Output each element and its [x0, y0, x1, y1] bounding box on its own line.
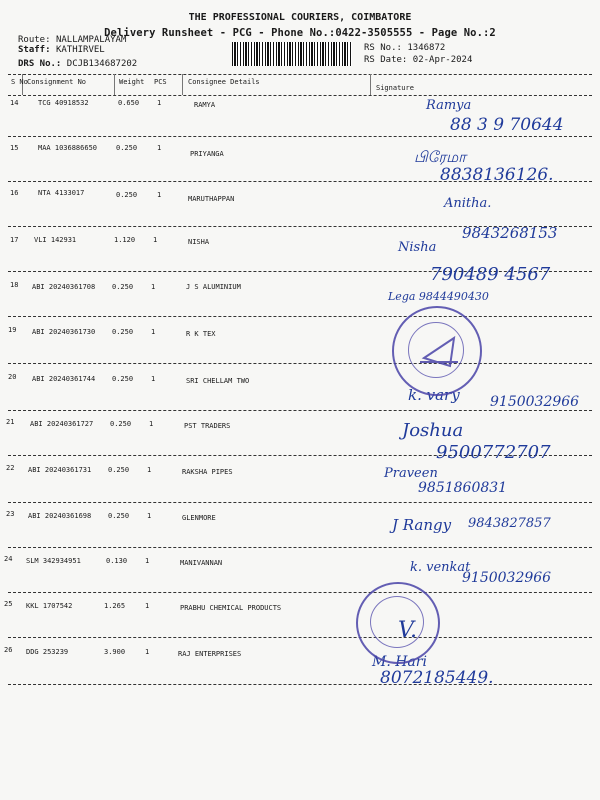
row-sno: 22 [6, 464, 15, 472]
signature-phone: 790489 4567 [430, 264, 551, 285]
table-top-rule [8, 74, 592, 75]
row-weight: 0.250 [116, 144, 138, 152]
row-sno: 19 [8, 326, 17, 334]
row-sno: 25 [4, 600, 13, 608]
row-consignment: SLM 342934951 [26, 557, 81, 565]
row-consignee: PRABHU CHEMICAL PRODUCTS [180, 604, 282, 612]
row-consignee: SRI CHELLAM TWO [186, 377, 250, 385]
row-pcs: 1 [147, 466, 152, 474]
signature: k. venkat [410, 560, 471, 575]
signature: Joshua [402, 420, 464, 441]
row-consignment: ABI 20240361727 [30, 420, 94, 428]
rs-no-label: RS No.: [364, 43, 402, 53]
row-consignment: NTA 4133017 [38, 189, 85, 197]
signature: k. vary [408, 386, 460, 404]
row-sno: 26 [4, 646, 13, 654]
row-divider [8, 363, 592, 364]
company-seal-stamp [392, 306, 482, 396]
rs-no-line [364, 43, 445, 53]
signature-phone: 9843268153 [462, 224, 558, 242]
row-consignment: ABI 20240361744 [32, 375, 96, 383]
signature: பிரேமா [414, 148, 466, 166]
route-label: Route: [18, 35, 51, 45]
row-weight: 3.900 [104, 648, 126, 656]
signature: Lega 9844490430 [388, 290, 489, 303]
col-header-weight: Weight [119, 78, 145, 86]
col-divider [370, 74, 371, 95]
row-consignment: VLI 142931 [34, 236, 77, 244]
row-weight: 0.250 [108, 466, 130, 474]
coimbatore-stamp-inner-ring [370, 596, 424, 648]
signature: V. [398, 618, 418, 643]
row-weight: 0.250 [112, 328, 134, 336]
col-header-sno: S No [11, 78, 28, 86]
rs-date-value: 02-Apr-2024 [412, 55, 473, 65]
row-pcs: 1 [151, 375, 156, 383]
row-consignee: PST TRADERS [184, 422, 231, 430]
col-divider [114, 74, 115, 95]
row-pcs: 1 [157, 144, 162, 152]
route-value: NALLAMPALAYAM [55, 35, 127, 45]
row-weight: 1.265 [104, 602, 126, 610]
row-pcs: 1 [153, 236, 158, 244]
row-pcs: 1 [151, 328, 156, 336]
company-title: THE PROFESSIONAL COURIERS, COIMBATORE [188, 12, 412, 23]
runsheet-title: Delivery Runsheet - PCG - Phone No.:0422-3505555 - Page No.:2 [104, 27, 496, 39]
row-consignment: ABI 20240361730 [32, 328, 96, 336]
signature-phone: 9851860831 [418, 480, 508, 496]
col-header-consignee: Consignee Details [188, 78, 260, 86]
row-divider [8, 592, 592, 593]
row-consignee: J S ALUMINIUM [186, 283, 241, 291]
row-consignment: MAA 1036886650 [38, 144, 98, 152]
row-divider [8, 547, 592, 548]
row-divider [8, 316, 592, 317]
staff-value: KATHIRVEL [55, 45, 105, 55]
row-sno: 17 [10, 236, 19, 244]
row-weight: 0.250 [108, 512, 130, 520]
row-pcs: 1 [145, 602, 150, 610]
barcode [232, 42, 352, 66]
row-pcs: 1 [157, 99, 162, 107]
route-line [18, 35, 126, 45]
row-sno: 24 [4, 555, 13, 563]
company-seal-logo-icon [394, 308, 480, 394]
row-consignment: TCG 40918532 [38, 99, 89, 107]
row-consignment: KKL 1707542 [26, 602, 73, 610]
col-header-pcs: PCS [154, 78, 167, 86]
row-sno: 14 [10, 99, 19, 107]
row-consignee: NISHA [188, 238, 210, 246]
col-header-signature: Signature [376, 84, 414, 92]
row-sno: 23 [6, 510, 15, 518]
row-pcs: 1 [149, 420, 154, 428]
signature-phone: 9843827857 [468, 516, 551, 531]
row-sno: 16 [10, 189, 19, 197]
signature-phone: 9150032966 [462, 570, 552, 586]
row-pcs: 1 [157, 191, 162, 199]
signature: Praveen [384, 466, 438, 481]
signature-phone: 8072185449. [380, 668, 494, 688]
signature: M. Hari [372, 654, 427, 670]
row-weight: 0.650 [118, 99, 140, 107]
row-divider [8, 502, 592, 503]
table-header-rule [8, 95, 592, 96]
signature-phone: 9500772707 [436, 442, 551, 463]
row-divider [8, 637, 592, 638]
col-divider [182, 74, 183, 95]
row-consignee: GLENMORE [182, 514, 216, 522]
row-consignee: PRIYANGA [190, 150, 224, 158]
row-sno: 20 [8, 373, 17, 381]
row-divider [8, 410, 592, 411]
row-consignment: DDG 253239 [26, 648, 69, 656]
row-divider [8, 684, 592, 685]
row-pcs: 1 [145, 648, 150, 656]
signature: Ramya [426, 98, 472, 113]
staff-label: Staff: [18, 45, 51, 55]
drs-label: DRS No.: [18, 59, 62, 69]
row-weight: 0.250 [112, 283, 134, 291]
row-consignee: R K TEX [186, 330, 216, 338]
rs-date-label: RS Date: [364, 55, 408, 65]
row-weight: 0.250 [112, 375, 134, 383]
row-pcs: 1 [151, 283, 156, 291]
drs-value: DCJB134687202 [66, 59, 138, 69]
row-weight: 1.120 [114, 236, 136, 244]
row-consignment: ABI 20240361731 [28, 466, 92, 474]
row-consignee: MARUTHAPPAN [188, 195, 235, 203]
signature: Nisha [398, 240, 437, 255]
staff-line [18, 45, 105, 55]
row-sno: 21 [6, 418, 15, 426]
rs-no-value: 1346872 [407, 43, 446, 53]
row-pcs: 1 [145, 557, 150, 565]
drs-line [18, 59, 137, 69]
row-weight: 0.250 [116, 191, 138, 199]
col-header-consignment: Consignment No [27, 78, 87, 86]
signature: J Rangy [392, 516, 452, 534]
row-sno: 15 [10, 144, 19, 152]
signature: Anitha. [444, 196, 492, 211]
signature-phone: 88 3 9 70644 [450, 115, 564, 135]
row-weight: 0.250 [110, 420, 132, 428]
row-consignment: ABI 20240361708 [32, 283, 96, 291]
row-pcs: 1 [147, 512, 152, 520]
row-weight: 0.130 [106, 557, 128, 565]
row-consignment: ABI 20240361698 [28, 512, 92, 520]
signature-phone: 9150032966 [490, 394, 580, 410]
row-consignee: RAKSHA PIPES [182, 468, 233, 476]
row-sno: 18 [10, 281, 19, 289]
row-consignee: RAMYA [194, 101, 216, 109]
row-consignee: MANIVANNAN [180, 559, 223, 567]
rs-date-line [364, 55, 472, 65]
signature-phone: 8838136126. [440, 165, 554, 185]
row-consignee: RAJ ENTERPRISES [178, 650, 242, 658]
coimbatore-stamp [356, 582, 440, 664]
row-divider [8, 136, 592, 137]
